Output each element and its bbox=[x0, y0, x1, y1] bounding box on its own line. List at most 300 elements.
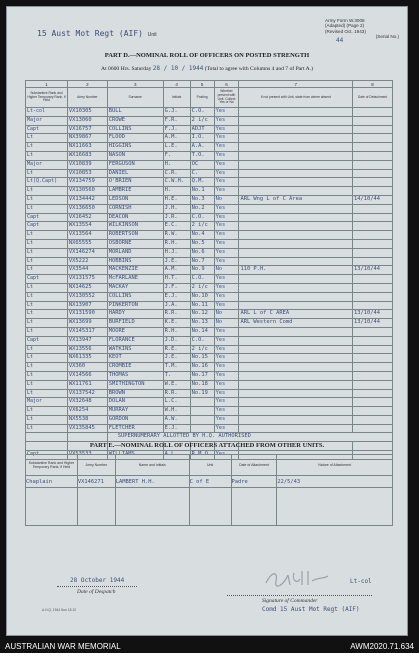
table-cell bbox=[239, 292, 353, 301]
column-header: If not present with Unit, state from where absent bbox=[239, 88, 353, 108]
rank-cell: Capt bbox=[26, 222, 68, 231]
table-cell: 2 i/c bbox=[190, 345, 214, 354]
table-row bbox=[26, 476, 393, 488]
form-line: (Revised Oct. 1943) bbox=[325, 28, 366, 34]
table-cell: Yes bbox=[214, 204, 239, 213]
table-cell: WILLIAMS bbox=[107, 451, 163, 460]
rank-cell: Lt bbox=[26, 319, 68, 328]
table-cell: SMITHINGTON bbox=[107, 380, 163, 389]
column-header-row bbox=[26, 88, 393, 108]
table-cell: NASON bbox=[107, 151, 163, 160]
table-cell: H.E. bbox=[163, 195, 190, 204]
table-row bbox=[26, 248, 393, 257]
column-header: Date of Detachment bbox=[353, 88, 393, 108]
table-cell: No.10 bbox=[190, 292, 214, 301]
table-cell: A.A. bbox=[190, 143, 214, 152]
table-cell: LAMBERT H.H. bbox=[115, 476, 189, 488]
table-row bbox=[26, 433, 393, 442]
table-cell: NX11663 bbox=[67, 143, 107, 152]
table-row bbox=[26, 239, 393, 248]
table-cell bbox=[353, 407, 393, 416]
table-row bbox=[26, 327, 393, 336]
table-cell: WX13554 bbox=[67, 222, 107, 231]
table-cell: H.T. bbox=[163, 275, 190, 284]
rank-cell: Lt bbox=[26, 283, 68, 292]
table-cell: No.4 bbox=[190, 231, 214, 240]
table-cell: Yes bbox=[214, 108, 239, 117]
col-number: 2 bbox=[67, 81, 107, 88]
table-note: SUPERNUMERARY ALLOTTED BY H.Q. AUTHORISED bbox=[107, 433, 392, 442]
column-header: Unit bbox=[189, 455, 231, 476]
table-cell: R.H. bbox=[163, 239, 190, 248]
column-header: Initials bbox=[163, 88, 190, 108]
table-cell: Yes bbox=[214, 407, 239, 416]
table-cell: No.11 bbox=[190, 301, 214, 310]
despatch-date: 28 October 1944 bbox=[70, 577, 125, 584]
table-cell: E.C. bbox=[163, 222, 190, 231]
table-cell: Yes bbox=[214, 239, 239, 248]
table-cell: MURRAY bbox=[107, 407, 163, 416]
table-cell: J.H. bbox=[163, 204, 190, 213]
table-cell: NX39867 bbox=[67, 134, 107, 143]
table-row bbox=[26, 169, 393, 178]
rank-cell: Lt bbox=[26, 380, 68, 389]
col-number: 6 bbox=[214, 81, 239, 88]
column-header: Posting bbox=[190, 88, 214, 108]
table-cell: C.O. bbox=[190, 336, 214, 345]
rank-cell: Lt bbox=[26, 187, 68, 196]
table-cell: No.15 bbox=[190, 354, 214, 363]
table-row bbox=[26, 345, 393, 354]
table-row bbox=[26, 275, 393, 284]
table-cell bbox=[239, 169, 353, 178]
battalion-name: 15 Aust Mot Regt (AIF) bbox=[37, 29, 143, 38]
table-cell: Yes bbox=[214, 415, 239, 424]
table-cell: Yes bbox=[214, 354, 239, 363]
part-e-title: PART E.—NOMINAL ROLL OF OFFICERS ATTACHED FROM OTHER UNITS. bbox=[89, 442, 325, 449]
table-cell bbox=[353, 222, 393, 231]
table-cell: THOMAS bbox=[107, 371, 163, 380]
table-cell bbox=[353, 134, 393, 143]
table-cell: T.O. bbox=[190, 151, 214, 160]
serial-number: 44 bbox=[336, 37, 344, 44]
table-cell: G.J. bbox=[163, 108, 190, 117]
rank-cell: Lt bbox=[26, 363, 68, 372]
table-cell: Yes bbox=[214, 151, 239, 160]
rank-cell: Capt bbox=[26, 275, 68, 284]
table-cell: VX360 bbox=[67, 363, 107, 372]
table-cell: C of E bbox=[189, 476, 231, 488]
rank-cell: Lt bbox=[26, 231, 68, 240]
table-cell: VX146274 bbox=[67, 248, 107, 257]
table-cell bbox=[239, 151, 353, 160]
table-cell: Yes bbox=[214, 143, 239, 152]
archive-reference: AWM2020.71.634 bbox=[350, 642, 414, 651]
table-cell: WILKINSON bbox=[107, 222, 163, 231]
table-cell: DEACON bbox=[107, 213, 163, 222]
table-cell bbox=[239, 116, 353, 125]
table-cell bbox=[353, 160, 393, 169]
table-row bbox=[26, 310, 393, 319]
table-cell: OC bbox=[190, 160, 214, 169]
table-cell: CROWE bbox=[107, 116, 163, 125]
column-header: Surname bbox=[107, 88, 163, 108]
table-row bbox=[26, 266, 393, 275]
table-cell: 110 P.H. bbox=[239, 266, 353, 275]
table-cell bbox=[239, 380, 353, 389]
table-cell bbox=[239, 345, 353, 354]
table-cell: J.R. bbox=[163, 213, 190, 222]
rank-cell: Lt bbox=[26, 354, 68, 363]
table-cell bbox=[239, 248, 353, 257]
officers-roll-table bbox=[25, 80, 393, 460]
table-cell: HIGGINS bbox=[107, 143, 163, 152]
form-line: Army Form W.3008 bbox=[325, 18, 365, 23]
col-number: 4 bbox=[163, 81, 190, 88]
table-cell bbox=[353, 327, 393, 336]
table-row bbox=[26, 371, 393, 380]
table-cell: BROWN bbox=[107, 389, 163, 398]
table-row bbox=[26, 398, 393, 407]
table-cell bbox=[353, 301, 393, 310]
table-cell: VX14566 bbox=[67, 371, 107, 380]
table-cell bbox=[353, 398, 393, 407]
table-cell: No.2 bbox=[190, 204, 214, 213]
table-cell bbox=[353, 257, 393, 266]
table-cell: VX131575 bbox=[67, 275, 107, 284]
table-cell: Yes bbox=[214, 213, 239, 222]
table-cell: MOORE bbox=[107, 327, 163, 336]
table-cell: VX10839 bbox=[67, 160, 107, 169]
table-row bbox=[26, 363, 393, 372]
table-cell bbox=[353, 275, 393, 284]
column-header: Army Number bbox=[67, 88, 107, 108]
table-cell: DOLAN bbox=[107, 398, 163, 407]
table-cell bbox=[239, 125, 353, 134]
table-cell: Q.M. bbox=[190, 178, 214, 187]
table-cell: NX14625 bbox=[67, 283, 107, 292]
rank-cell: Lt bbox=[26, 415, 68, 424]
table-cell bbox=[353, 371, 393, 380]
table-cell: VX10853 bbox=[67, 169, 107, 178]
rank-cell: Lt bbox=[26, 151, 68, 160]
table-cell: J.D. bbox=[163, 336, 190, 345]
table-cell: K.E. bbox=[163, 319, 190, 328]
rank-cell: Lt bbox=[26, 389, 68, 398]
rank-cell: Lt bbox=[26, 266, 68, 275]
rank-cell: Lt bbox=[26, 257, 68, 266]
despatch-line bbox=[57, 586, 137, 587]
table-cell bbox=[239, 222, 353, 231]
table-cell: No.3 bbox=[190, 195, 214, 204]
table-cell: C.O. bbox=[190, 108, 214, 117]
rank-cell: Lt bbox=[26, 134, 68, 143]
table-cell: Yes bbox=[214, 248, 239, 257]
rank-cell: Lt bbox=[26, 345, 68, 354]
table-cell: H. bbox=[163, 187, 190, 196]
table-cell: FLETCHER bbox=[107, 424, 163, 433]
table-cell: R.H. bbox=[163, 327, 190, 336]
commander-unit: Comd 15 Aust Mot Regt (AIF) bbox=[262, 606, 360, 613]
table-cell bbox=[239, 257, 353, 266]
table-cell: FERGUSON bbox=[107, 160, 163, 169]
table-cell: Yes bbox=[214, 275, 239, 284]
table-cell: WX13556 bbox=[67, 345, 107, 354]
table-cell: Yes bbox=[214, 134, 239, 143]
table-cell: VX134442 bbox=[67, 195, 107, 204]
table-cell: VX10305 bbox=[67, 108, 107, 117]
table-cell: 13/10/44 bbox=[353, 319, 393, 328]
table-cell: VX6254 bbox=[67, 407, 107, 416]
table-cell: OSBORNE bbox=[107, 239, 163, 248]
table-cell: Chaplain bbox=[26, 476, 78, 488]
table-cell: KEOT bbox=[107, 354, 163, 363]
table-cell bbox=[353, 143, 393, 152]
table-cell: No.19 bbox=[190, 389, 214, 398]
table-cell: VX135845 bbox=[67, 424, 107, 433]
handwritten-signature bbox=[262, 567, 332, 589]
table-cell: VX136650 bbox=[67, 204, 107, 213]
table-cell bbox=[353, 213, 393, 222]
column-header: Whether present with Unit. Collect Yes or No bbox=[214, 88, 239, 108]
part-d-subtitle bbox=[7, 65, 407, 72]
table-cell bbox=[239, 336, 353, 345]
table-cell: Yes bbox=[214, 345, 239, 354]
table-cell bbox=[239, 363, 353, 372]
table-cell: ARL Western Comd bbox=[239, 319, 353, 328]
table-row bbox=[26, 336, 393, 345]
table-cell: F.J. bbox=[163, 125, 190, 134]
table-cell: No.9 bbox=[190, 266, 214, 275]
table-cell: No bbox=[214, 195, 239, 204]
table-row bbox=[26, 283, 393, 292]
table-cell: NX61335 bbox=[67, 354, 107, 363]
table-cell: A.W. bbox=[163, 415, 190, 424]
table-cell: L.C. bbox=[163, 398, 190, 407]
table-cell bbox=[353, 389, 393, 398]
table-cell bbox=[353, 345, 393, 354]
rank-cell: Lt bbox=[26, 371, 68, 380]
table-cell bbox=[239, 398, 353, 407]
table-cell: No.1 bbox=[190, 187, 214, 196]
table-cell: VX13564 bbox=[67, 231, 107, 240]
table-row bbox=[26, 187, 393, 196]
rank-cell: Lt bbox=[26, 292, 68, 301]
table-cell: No.13 bbox=[190, 319, 214, 328]
rank-cell: Major bbox=[26, 160, 68, 169]
table-cell bbox=[239, 178, 353, 187]
table-cell: A.L. bbox=[163, 451, 190, 460]
table-row bbox=[26, 151, 393, 160]
table-cell: ROBERTSON bbox=[107, 231, 163, 240]
rank-cell: Lt(Q.Capt) bbox=[26, 178, 68, 187]
table-cell: J.E. bbox=[163, 257, 190, 266]
table-cell: VX3544 bbox=[67, 266, 107, 275]
table-cell: LAMBRIE bbox=[107, 187, 163, 196]
column-header: Date of Attachment bbox=[231, 455, 277, 476]
rank-cell: Lt bbox=[26, 248, 68, 257]
table-cell bbox=[353, 239, 393, 248]
table-cell bbox=[239, 134, 353, 143]
rank-cell: Capt bbox=[26, 336, 68, 345]
table-cell bbox=[190, 398, 214, 407]
table-cell bbox=[353, 116, 393, 125]
table-cell bbox=[239, 407, 353, 416]
table-cell bbox=[353, 415, 393, 424]
table-cell: Yes bbox=[214, 283, 239, 292]
table-cell: VX53533 bbox=[67, 451, 107, 460]
col-number: 3 bbox=[107, 81, 163, 88]
table-cell bbox=[239, 327, 353, 336]
col-number: 1 bbox=[26, 81, 68, 88]
table-cell: VX130560 bbox=[67, 187, 107, 196]
table-cell: CROMBIE bbox=[107, 363, 163, 372]
table-cell: NX65555 bbox=[67, 239, 107, 248]
table-cell bbox=[353, 424, 393, 433]
column-number-row bbox=[26, 81, 393, 88]
table-cell: W.E. bbox=[163, 380, 190, 389]
table-cell: 22/5/43 bbox=[277, 476, 393, 488]
table-cell: J.F. bbox=[163, 283, 190, 292]
table-row bbox=[26, 424, 393, 433]
table-cell: PINKERTON bbox=[107, 301, 163, 310]
table-cell bbox=[67, 433, 107, 442]
table-cell: GORDON bbox=[107, 415, 163, 424]
table-cell: No.16 bbox=[190, 363, 214, 372]
table-cell: Yes bbox=[214, 160, 239, 169]
table-cell bbox=[353, 151, 393, 160]
table-cell: NX13907 bbox=[67, 301, 107, 310]
subtitle-date: 28 / 10 / 1944 bbox=[152, 65, 204, 72]
table-row bbox=[26, 125, 393, 134]
part-d-title: PART D.—NOMINAL ROLL OF OFFICERS ON POSTED STRENGTH bbox=[104, 52, 310, 59]
table-row bbox=[26, 257, 393, 266]
table-row bbox=[26, 108, 393, 117]
table-cell: Yes bbox=[214, 380, 239, 389]
table-cell: Yes bbox=[214, 301, 239, 310]
table-cell: F. bbox=[163, 151, 190, 160]
table-cell: R.R. bbox=[163, 310, 190, 319]
rank-cell: Lt bbox=[26, 239, 68, 248]
table-cell: WATKINS bbox=[107, 345, 163, 354]
table-cell: Yes bbox=[214, 231, 239, 240]
rank-cell: Capt bbox=[26, 213, 68, 222]
table-cell bbox=[353, 187, 393, 196]
table-cell bbox=[353, 178, 393, 187]
table-cell: C.W.H. bbox=[163, 178, 190, 187]
table-cell: VX32648 bbox=[67, 398, 107, 407]
unit-header bbox=[37, 29, 157, 38]
signature-label: Signature of Commander bbox=[262, 598, 318, 604]
table-cell bbox=[353, 204, 393, 213]
table-cell: FLORANCE bbox=[107, 336, 163, 345]
table-cell: WX13699 bbox=[67, 319, 107, 328]
table-cell: ARL L of C AREA bbox=[239, 310, 353, 319]
table-cell: E.J. bbox=[163, 424, 190, 433]
table-cell: ARL Wng L of C Area bbox=[239, 195, 353, 204]
table-cell: Yes bbox=[214, 292, 239, 301]
rank-cell: Lt bbox=[26, 169, 68, 178]
table-cell: No.6 bbox=[190, 248, 214, 257]
table-cell: Yes bbox=[214, 371, 239, 380]
table-cell bbox=[353, 354, 393, 363]
table-cell bbox=[239, 239, 353, 248]
table-cell: No bbox=[214, 319, 239, 328]
table-cell: MACKENZIE bbox=[107, 266, 163, 275]
table-row bbox=[26, 134, 393, 143]
table-cell: VX131590 bbox=[67, 310, 107, 319]
rank-cell: Lt-col bbox=[26, 108, 68, 117]
table-cell: MORLAND bbox=[107, 248, 163, 257]
table-cell: No.5 bbox=[190, 239, 214, 248]
signature-line bbox=[227, 595, 372, 596]
table-cell: LEDSON bbox=[107, 195, 163, 204]
form-line: (Adapted) (Page 2) bbox=[325, 23, 365, 29]
table-cell: 2 i/c bbox=[190, 222, 214, 231]
table-cell: Yes bbox=[214, 116, 239, 125]
table-row bbox=[26, 116, 393, 125]
table-cell: Yes bbox=[214, 187, 239, 196]
document-page bbox=[6, 6, 408, 636]
subtitle-suffix: (Total to agree with Columns 4 and 7 of Part A.) bbox=[204, 66, 313, 72]
rank-cell: Lt bbox=[26, 143, 68, 152]
table-cell: 2 i/c bbox=[190, 116, 214, 125]
column-header: Nature of Attachment bbox=[277, 455, 393, 476]
table-cell: Yes bbox=[214, 222, 239, 231]
rank-cell: Lt bbox=[26, 310, 68, 319]
table-row bbox=[26, 319, 393, 328]
table-row bbox=[26, 213, 393, 222]
table-cell: T. bbox=[163, 371, 190, 380]
form-line: (Serial No.) bbox=[375, 34, 399, 40]
table-cell bbox=[239, 160, 353, 169]
table-cell bbox=[190, 415, 214, 424]
table-cell bbox=[239, 143, 353, 152]
table-cell: Yes bbox=[214, 336, 239, 345]
table-cell bbox=[239, 187, 353, 196]
table-cell bbox=[353, 292, 393, 301]
table-cell: VX13947 bbox=[67, 336, 107, 345]
table-cell bbox=[239, 424, 353, 433]
table-row bbox=[26, 415, 393, 424]
unit-label: Unit bbox=[147, 32, 157, 38]
table-cell: 14/10/44 bbox=[353, 195, 393, 204]
column-header-row bbox=[26, 455, 393, 476]
table-cell bbox=[353, 108, 393, 117]
table-row bbox=[26, 292, 393, 301]
table-cell bbox=[353, 380, 393, 389]
table-row bbox=[26, 143, 393, 152]
table-cell: E.J. bbox=[163, 292, 190, 301]
table-cell bbox=[353, 363, 393, 372]
table-row bbox=[26, 389, 393, 398]
table-cell: DANIEL bbox=[107, 169, 163, 178]
commander-rank: Lt-col bbox=[350, 578, 372, 585]
attached-officers-table bbox=[25, 454, 393, 526]
table-cell bbox=[239, 108, 353, 117]
table-cell: WX11761 bbox=[67, 380, 107, 389]
table-cell: VX137542 bbox=[67, 389, 107, 398]
table-cell: No.7 bbox=[190, 257, 214, 266]
table-cell: FLOOD bbox=[107, 134, 163, 143]
blank-row bbox=[26, 488, 393, 526]
table-cell: I.O. bbox=[190, 134, 214, 143]
col-number: 8 bbox=[353, 81, 393, 88]
table-cell bbox=[239, 415, 353, 424]
table-cell: VX16757 bbox=[67, 125, 107, 134]
table-cell: VX130552 bbox=[67, 292, 107, 301]
table-cell: No.14 bbox=[190, 327, 214, 336]
